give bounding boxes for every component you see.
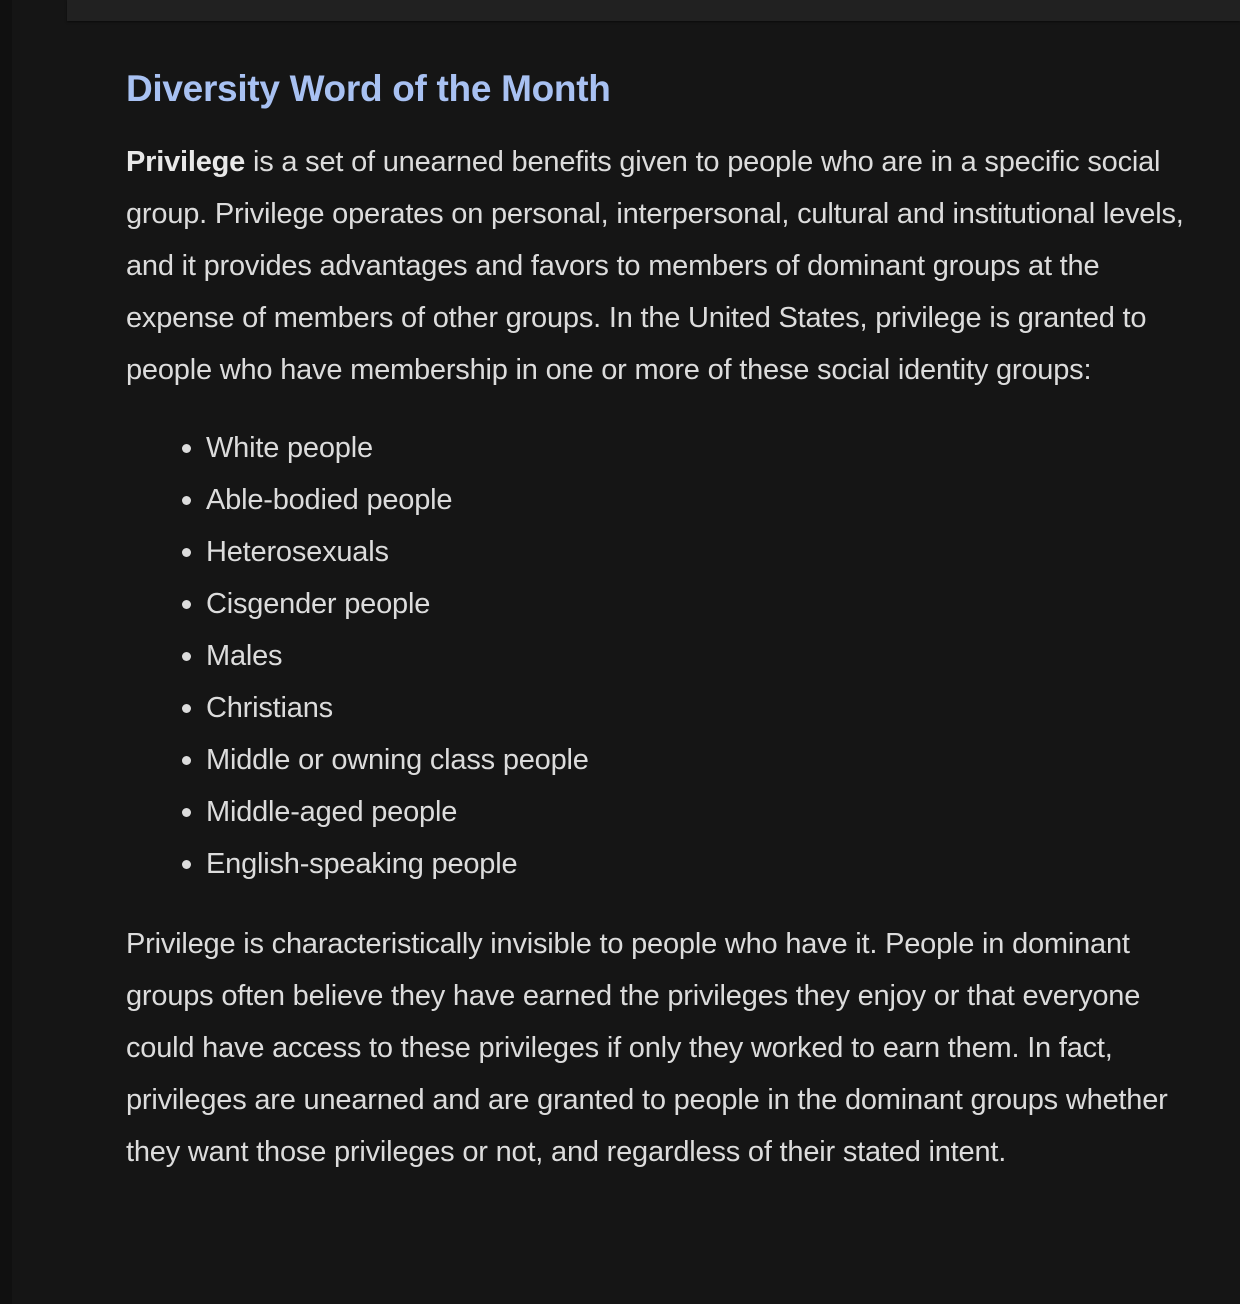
bullet-icon (182, 600, 191, 609)
top-bar (67, 0, 1240, 21)
bullet-icon (182, 756, 191, 765)
closing-paragraph: Privilege is characteristically invisible to people who have it. People in dominant groups often believe they have earned the privileges they enjoy or that everyone could have access to these privileges if only they worked to earn them. In fact, privileges are unearned and are granted to people in the dominant groups whether they want those privileges or not, and regardless of their stated intent. (126, 928, 1168, 1168)
list-item (180, 838, 1196, 890)
left-edge-strip (0, 0, 12, 1304)
list-item-label: Heterosexuals (206, 536, 389, 568)
list-item-label: Males (206, 640, 283, 672)
bullet-icon (182, 860, 191, 869)
bullet-icon (182, 496, 191, 505)
intro-paragraph (126, 136, 1196, 396)
article-title: Diversity Word of the Month (126, 68, 611, 109)
list-item-label: Cisgender people (206, 588, 431, 620)
article (126, 62, 1196, 1178)
list-item (180, 474, 1196, 526)
list-item (180, 422, 1196, 474)
list-item (180, 526, 1196, 578)
defined-term: Privilege (126, 146, 246, 178)
bullet-icon (182, 548, 191, 557)
list-item (180, 734, 1196, 786)
identity-groups-list (126, 422, 1196, 890)
bullet-icon (182, 652, 191, 661)
list-item-label: Middle-aged people (206, 796, 458, 828)
list-item (180, 682, 1196, 734)
list-item-label: White people (206, 432, 373, 464)
list-item (180, 578, 1196, 630)
list-item-label: Able-bodied people (206, 484, 453, 516)
intro-text: is a set of unearned benefits given to people who are in a specific social group. Privilege operates on personal, interpersonal, cultural and institutional levels, and it provides advantages and favors to members of dominant groups at the expense of members of other groups. In the United States, privilege is granted to people who have membership in one or more of these social identity groups: (126, 146, 1184, 386)
bullet-icon (182, 704, 191, 713)
list-item (180, 630, 1196, 682)
list-item (180, 786, 1196, 838)
bullet-icon (182, 444, 191, 453)
bullet-icon (182, 808, 191, 817)
list-item-label: Middle or owning class people (206, 744, 589, 776)
list-item-label: Christians (206, 692, 333, 724)
list-item-label: English-speaking people (206, 848, 518, 880)
